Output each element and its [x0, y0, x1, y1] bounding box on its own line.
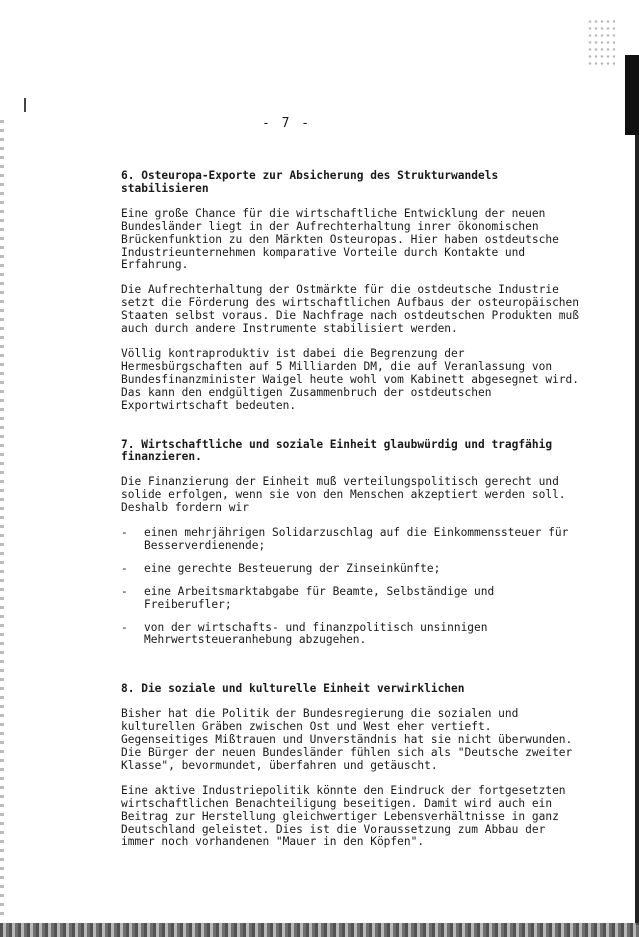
- section-6-paragraph: Eine große Chance für die wirtschaftliche Entwicklung der neuen Bundesländer liegt in der Aufrechterhaltung inrer ökonomischen Brückenfunktion zu den Märkten Osteuropas. Hier haben ostdeutsche Industrieunternehmen komparative Vorteile durch Kontakte und Erfahrung.: [121, 206, 559, 272]
- section-8-heading: 8. Die soziale und kulturelle Einheit verwirklichen: [121, 682, 465, 696]
- list-item: [121, 622, 583, 648]
- list-item-text: einen mehrjährigen Solidarzuschlag auf die Einkommenssteuer für Besserverdienende;: [144, 526, 569, 552]
- section-8-paragraph: Eine aktive Industriepolitik könnte den Eindruck der fortgesetzten wirtschaftlichen Benachteiligung beseitigen. Damit wird auch ein Beitrag zur Herstellung gleichwertiger Lebensverhältnisse in ganz Deutschland geleistet. Dies ist die Voraussetzung zum Abbau der immer noch vorhandenen "Mauer in den Köpfen".: [121, 783, 566, 849]
- scan-bottom-strip: [0, 923, 639, 937]
- section-6-paragraph: Völlig kontraproduktiv ist dabei die Begrenzung der Hermesbürgschaften auf 5 Milliarden DM, die auf Veranlassung von Bundesfinanzminister Waigel heute wohl vom Kabinett abgesegnet wird. Das kann den endgültigen Zusammenbruch der ostdeutschen Exportwirtschaft bedeuten.: [121, 346, 580, 412]
- page-body: [121, 170, 583, 849]
- bullet-dash: -: [121, 561, 128, 575]
- section-7-heading: 7. Wirtschaftliche und soziale Einheit glaubwürdig und tragfähig finanzieren.: [121, 437, 553, 464]
- section-7-intro: Die Finanzierung der Einheit muß verteilungspolitisch gerecht und solide erfolgen, wenn sie von den Menschen akzeptiert werden soll. Deshalb fordern wir: [121, 475, 566, 515]
- scan-left-edge: [0, 120, 4, 920]
- list-item-text: eine Arbeitsmarktabgabe für Beamte, Selbständige und Freiberufler;: [144, 584, 495, 611]
- list-item: [121, 527, 583, 553]
- bullet-dash: -: [121, 584, 128, 598]
- page-number: - 7 -: [262, 116, 312, 131]
- list-item: [121, 586, 583, 612]
- scan-tick-mark: [24, 98, 26, 112]
- bullet-dash: -: [121, 620, 128, 634]
- list-item-text: von der wirtschafts- und finanzpolitisch unsinnigen Mehrwertsteueranhebung abzugehen.: [144, 620, 488, 647]
- demands-list: [121, 527, 583, 647]
- scan-smudge: [587, 18, 615, 68]
- scan-edge-mark: [625, 55, 639, 135]
- list-item: [121, 563, 583, 576]
- section-6-heading: 6. Osteuropa-Exporte zur Absicherung des Strukturwandels stabilisieren: [121, 169, 499, 195]
- scan-edge-line: [635, 135, 639, 925]
- section-6-paragraph: Die Aufrechterhaltung der Ostmärkte für die ostdeutsche Industrie setzt die Förderung des wirtschaftlichen Aufbaus der osteuropäischen Staaten selbst voraus. Die Nachfrage nach ostdeutschen Produkten muß auch durch andere Instrumente stabilisiert werden.: [121, 283, 580, 336]
- bullet-dash: -: [121, 526, 128, 540]
- list-item-text: eine gerechte Besteuerung der Zinseinkünfte;: [144, 561, 441, 575]
- section-8-paragraph: Bisher hat die Politik der Bundesregierung die sozialen und kulturellen Gräben zwischen Ost und West eher vertieft. Gegenseitiges Mißtrauen und Unverständnis hat sie nicht überwunden. Die Bürger der neuen Bundesländer fühlen sich als "Deutsche zweiter Klasse", bevormundet, überfahren und getäuscht.: [121, 707, 573, 772]
